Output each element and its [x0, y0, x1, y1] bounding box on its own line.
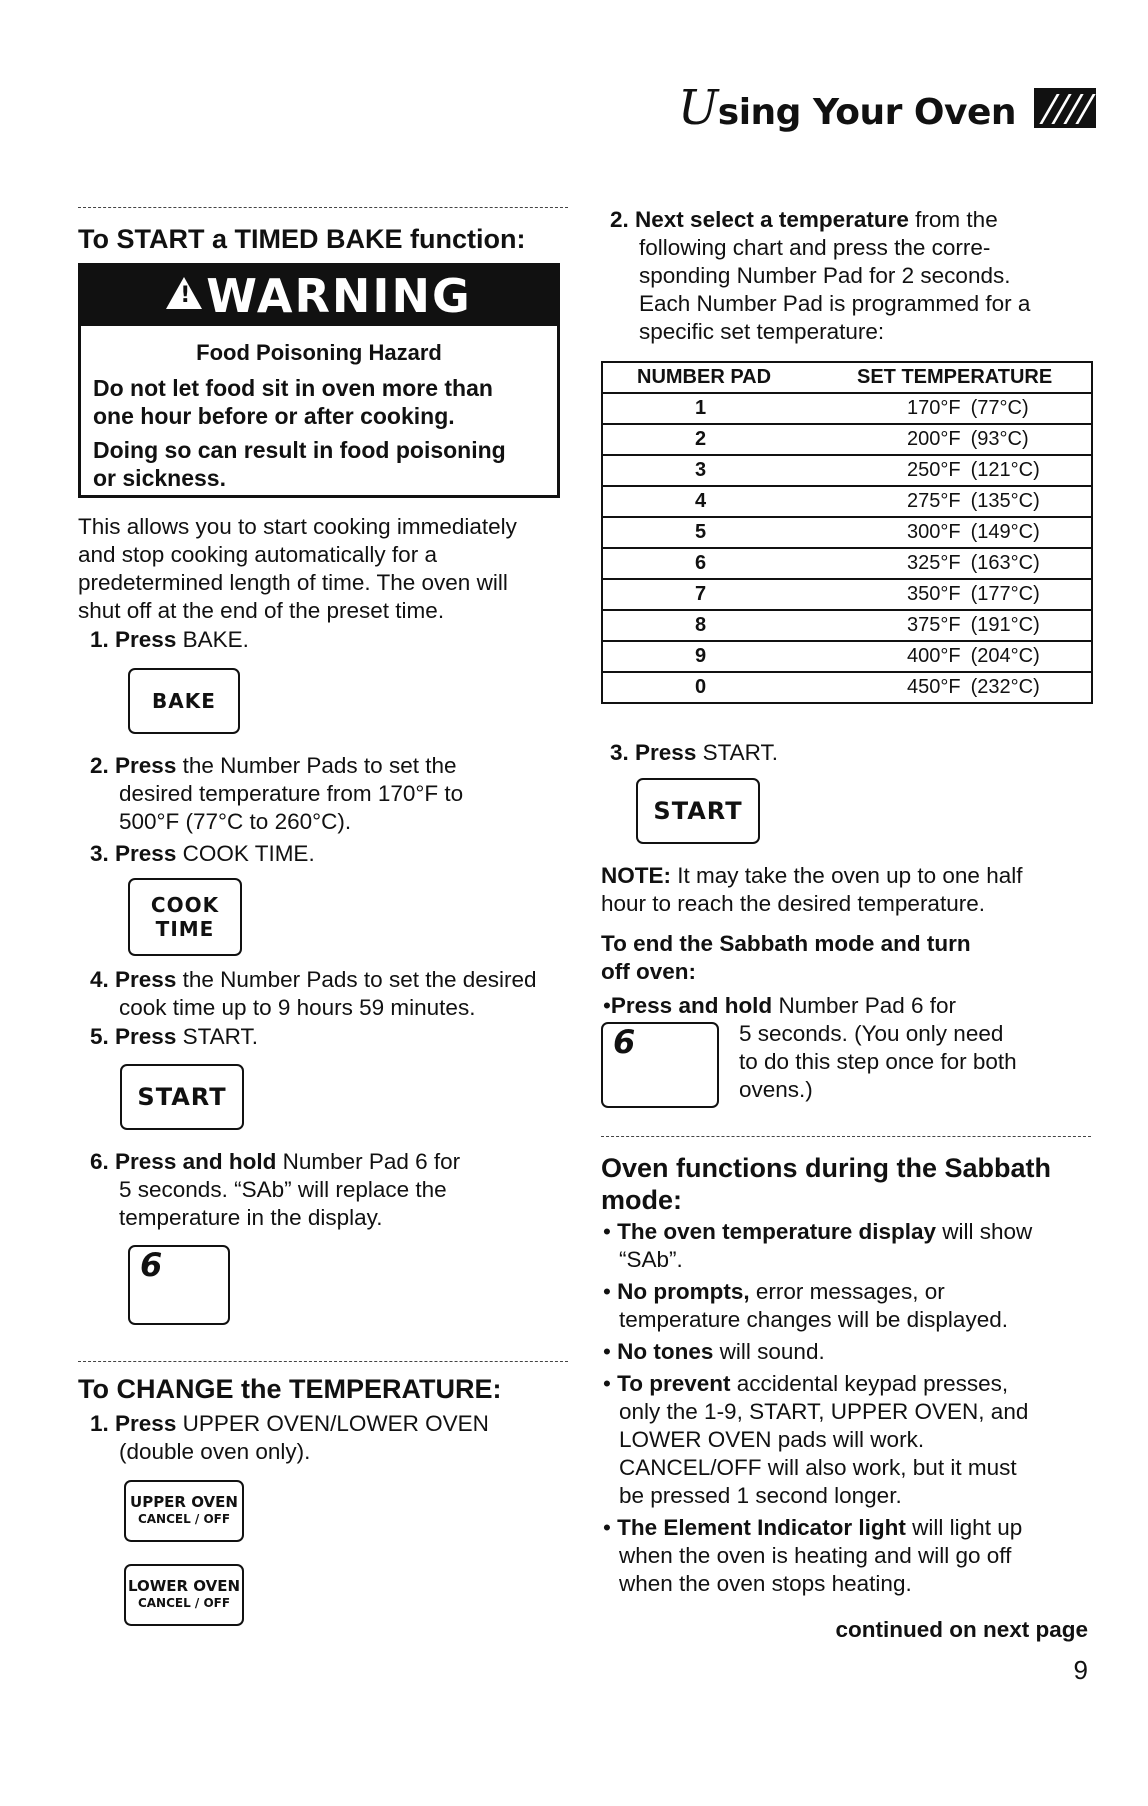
list-item: • The Element Indicator light will light up when the oven is heating and will go off when the oven stops heating. [603, 1515, 1023, 1596]
bullet-icon: • [603, 1279, 618, 1304]
number-pad-cell: 7 [603, 579, 827, 610]
step-5: 5. Press START. [90, 1024, 259, 1049]
warning-line: Do not let food sit in oven more than [93, 375, 493, 401]
start-key[interactable]: START [120, 1064, 244, 1130]
fahrenheit-value: 450°F [907, 676, 961, 698]
bullet-icon: • [603, 1515, 618, 1540]
set-temperature-cell [827, 672, 1091, 703]
set-temperature-cell [827, 641, 1091, 672]
divider [601, 1136, 1091, 1137]
warning-hazard: Food Poisoning Hazard [196, 340, 442, 365]
upper-oven-key[interactable]: UPPER OVEN CANCEL / OFF [124, 1480, 244, 1542]
cook-time-key[interactable]: COOK TIME [128, 878, 242, 956]
number-pad-cell: 3 [603, 455, 827, 486]
right-step-3: 3. Press START. [610, 740, 779, 765]
number-pad-cell: 4 [603, 486, 827, 517]
celsius-value: (93°C) [970, 428, 1029, 450]
set-temperature-cell [827, 486, 1091, 517]
warning-line: Doing so can result in food poisoning [93, 437, 506, 463]
set-temperature-cell [827, 610, 1091, 641]
page-header [678, 80, 1096, 136]
fahrenheit-value: 300°F [907, 521, 961, 543]
warning-triangle-icon [166, 277, 202, 309]
fahrenheit-value: 170°F [907, 397, 961, 419]
change-step-1: 1. Press UPPER OVEN/LOWER OVEN (double oven only). [90, 1411, 489, 1464]
warning-band: ! WARNING [81, 266, 557, 326]
continued-note: continued on next page [835, 1617, 1088, 1642]
list-item: • To prevent accidental keypad presses, only the 1-9, START, UPPER OVEN, and LOWER OVEN pads will work. CANCEL/OFF will also work, but it must be pressed 1 second longer. [603, 1371, 1029, 1508]
step-4: 4. Press the Number Pads to set the desired cook time up to 9 hours 59 minutes. [90, 967, 537, 1020]
number-pad-cell: 5 [603, 517, 827, 548]
celsius-value: (135°C) [970, 490, 1040, 512]
fahrenheit-value: 375°F [907, 614, 961, 636]
page-number: 9 [1073, 1655, 1088, 1685]
right-step-2: 2. Next select a temperature from the following chart and press the corre- sponding Number Pad for 2 seconds. Each Number Pad is programmed for a specific set temperature: [610, 207, 1031, 344]
number-pad-cell: 1 [603, 393, 827, 424]
warning-box [78, 263, 560, 498]
celsius-value: (149°C) [970, 521, 1040, 543]
step-2: 2. Press the Number Pads to set the desired temperature from 170°F to 500°F (77°C to 260°C). [90, 753, 464, 834]
divider [78, 1361, 568, 1362]
oven-brand-logo-icon [1034, 88, 1096, 128]
sabbath-functions-list [603, 1218, 1093, 1602]
step-6: 6. Press and hold Number Pad 6 for 5 seconds. “SAb” will replace the temperature in the display. [90, 1149, 461, 1230]
start-key[interactable]: START [636, 778, 760, 844]
step-3: 3. Press COOK TIME. [90, 841, 315, 866]
note: NOTE: It may take the oven up to one half hour to reach the desired temperature. [601, 863, 1023, 916]
number-pad-cell: 0 [603, 672, 827, 703]
bullet-icon: • [603, 1339, 618, 1364]
fahrenheit-value: 325°F [907, 552, 961, 574]
table-row [603, 672, 1091, 703]
divider [78, 207, 568, 208]
set-temperature-cell [827, 548, 1091, 579]
table-row [603, 455, 1091, 486]
set-temperature-cell [827, 517, 1091, 548]
list-item: • No tones will sound. [603, 1339, 825, 1364]
set-temperature-cell [827, 455, 1091, 486]
bullet-icon: • [603, 1371, 618, 1396]
number-pad-cell: 9 [603, 641, 827, 672]
set-temperature-cell [827, 393, 1091, 424]
temperature-table [601, 361, 1093, 704]
header-title: Using Your Oven [677, 80, 1016, 136]
set-temperature-cell [827, 579, 1091, 610]
list-item: • The oven temperature display will show “SAb”. [603, 1219, 1033, 1272]
fahrenheit-value: 275°F [907, 490, 961, 512]
celsius-value: (121°C) [970, 459, 1040, 481]
warning-line: or sickness. [93, 465, 226, 491]
table-row [603, 424, 1091, 455]
number-6-key[interactable]: 6 [601, 1022, 719, 1108]
end-sabbath-bullet: •Press and hold Number Pad 6 for 5 seconds. (You only need to do this step once for both ovens.) [603, 993, 1017, 1102]
intro-paragraph: This allows you to start cooking immediately and stop cooking automatically for a predetermined length of time. The oven will shut off at the end of the preset time. [78, 514, 517, 623]
number-pad-cell: 2 [603, 424, 827, 455]
number-pad-cell: 6 [603, 548, 827, 579]
bullet-icon: • [603, 1219, 618, 1244]
table-row [603, 579, 1091, 610]
table-row [603, 517, 1091, 548]
column-header: SET TEMPERATURE [827, 363, 1091, 393]
fahrenheit-value: 400°F [907, 645, 961, 667]
fahrenheit-value: 250°F [907, 459, 961, 481]
lower-oven-key[interactable]: LOWER OVEN CANCEL / OFF [124, 1564, 244, 1626]
timed-bake-title: To START a TIMED BAKE function: [78, 224, 526, 254]
list-item: • No prompts, error messages, or temperature changes will be displayed. [603, 1279, 1008, 1332]
table-row [603, 641, 1091, 672]
table-row [603, 548, 1091, 579]
end-sabbath-title: To end the Sabbath mode and turn off oven: [601, 931, 971, 984]
table-row [603, 393, 1091, 424]
fahrenheit-value: 350°F [907, 583, 961, 605]
number-6-key[interactable]: 6 [128, 1245, 230, 1325]
number-pad-cell: 8 [603, 610, 827, 641]
table-row [603, 610, 1091, 641]
celsius-value: (232°C) [970, 676, 1040, 698]
celsius-value: (177°C) [970, 583, 1040, 605]
warning-line: one hour before or after cooking. [93, 403, 455, 429]
sabbath-functions-title: Oven functions during the Sabbath mode: [601, 1153, 1052, 1215]
table-header-row [603, 363, 1091, 393]
celsius-value: (204°C) [970, 645, 1040, 667]
step-1: 1. Press BAKE. [90, 627, 249, 652]
celsius-value: (77°C) [970, 397, 1029, 419]
change-temperature-title: To CHANGE the TEMPERATURE: [78, 1374, 502, 1404]
celsius-value: (191°C) [970, 614, 1040, 636]
fahrenheit-value: 200°F [907, 428, 961, 450]
set-temperature-cell [827, 424, 1091, 455]
bake-key[interactable]: BAKE [128, 668, 240, 734]
celsius-value: (163°C) [970, 552, 1040, 574]
table-row [603, 486, 1091, 517]
column-header: NUMBER PAD [603, 363, 827, 393]
